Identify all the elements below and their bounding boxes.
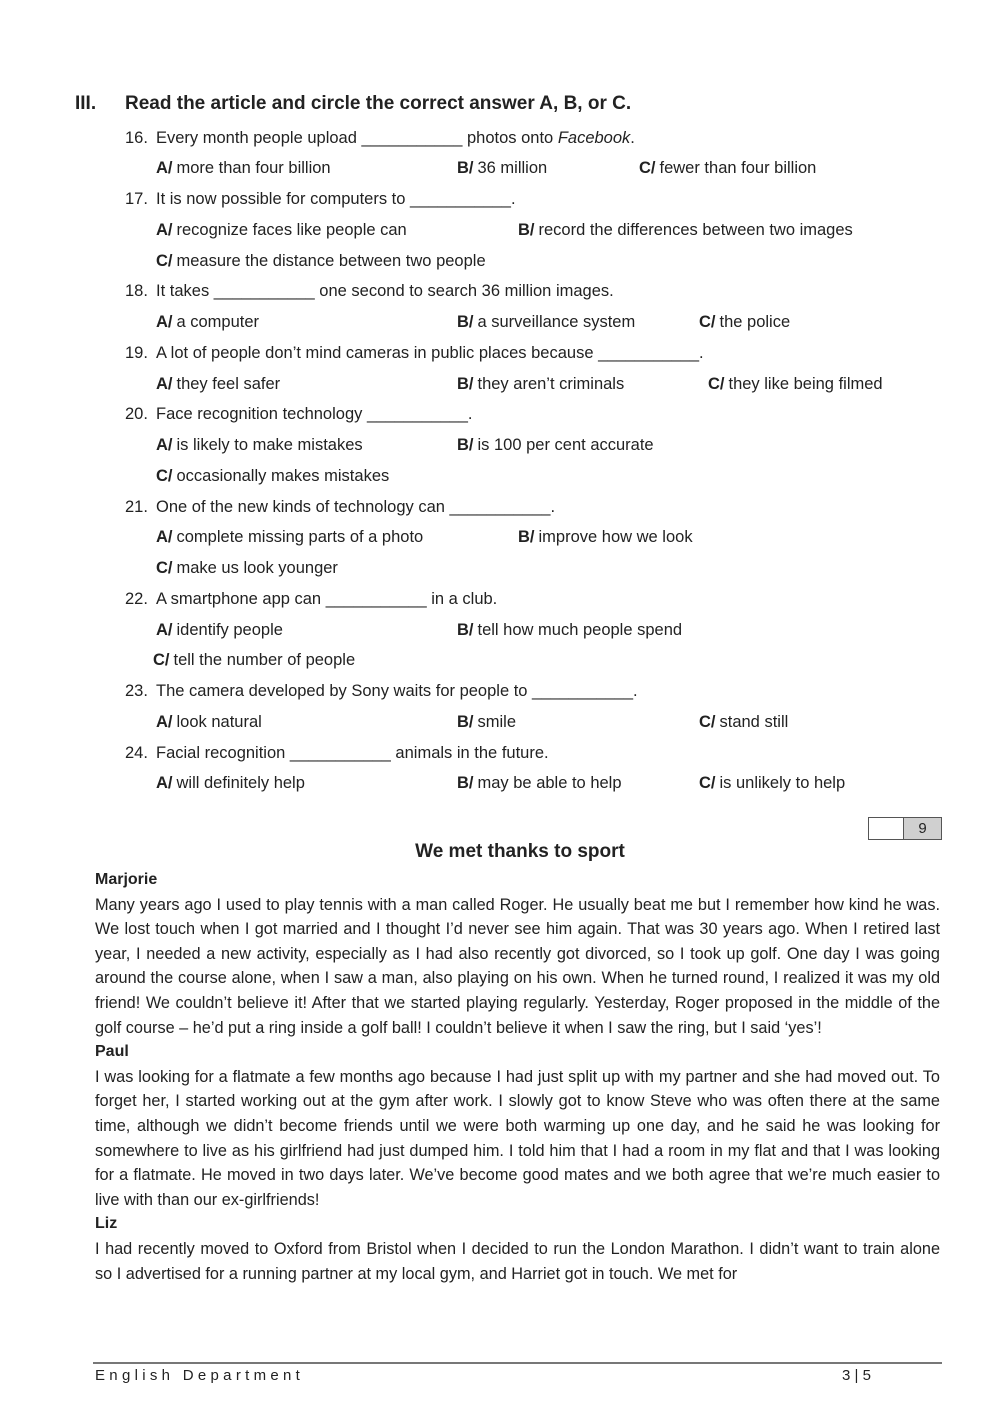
option-letter: A/: [156, 220, 173, 239]
option-text: tell the number of people: [173, 651, 356, 670]
story-author: Marjorie: [95, 871, 158, 888]
answer-option-c[interactable]: [639, 156, 816, 180]
story-author: Liz: [95, 1215, 118, 1233]
answer-option-b[interactable]: [457, 771, 622, 795]
question-number: 23.: [125, 682, 148, 700]
option-letter: B/: [457, 620, 474, 639]
option-text: tell how much people spend: [477, 620, 683, 639]
question-number: 17.: [125, 190, 148, 208]
answer-option-a[interactable]: [156, 372, 280, 396]
option-text: the police: [719, 313, 791, 331]
option-letter: A/: [156, 313, 173, 331]
option-letter: B/: [518, 220, 535, 239]
answer-option-c[interactable]: [699, 771, 845, 795]
option-letter: A/: [156, 620, 173, 639]
option-text: record the differences between two images: [538, 220, 853, 239]
option-letter: B/: [457, 313, 474, 331]
option-row: [0, 648, 1000, 672]
question-text: A lot of people don’t mind cameras in public places because ___________.: [156, 343, 704, 362]
option-row: [0, 771, 1000, 795]
question-text: One of the new kinds of technology can ___________.: [156, 497, 556, 516]
option-text: a computer: [176, 313, 260, 331]
story-text: I was looking for a flatmate a few months ago because I had just split up with my partner and she had moved out. To forget her, I started working out at the gym after work. I slowly got to know Steve who was often there at the same time, although we didn’t become friends until we were both warming up one day, and he said he was looking for somewhere to live as his girlfriend had just dumped him. I told him that I had a room in my flat and that I was looking for a flatmate. He moved in two days later. We’ve become good mates and we both agree that we’re much easier to live with than our ex-girlfriends!: [95, 1067, 940, 1209]
answer-option-a[interactable]: [156, 771, 305, 795]
option-text: complete missing parts of a photo: [176, 528, 424, 547]
answer-option-b[interactable]: [457, 310, 635, 334]
option-text: they aren’t criminals: [477, 374, 625, 393]
option-letter: A/: [156, 159, 173, 178]
answer-option-b[interactable]: [457, 372, 624, 396]
question-text: The camera developed by Sony waits for people to ___________.: [156, 682, 638, 700]
answer-option-c[interactable]: [699, 710, 788, 734]
option-letter: B/: [457, 436, 474, 454]
footer-department: English Department: [95, 1367, 305, 1384]
passage-title: We met thanks to sport: [415, 841, 625, 862]
option-text: 36 million: [477, 159, 548, 178]
option-text: improve how we look: [538, 528, 693, 547]
answer-option-c[interactable]: [156, 249, 486, 273]
question-row: [0, 402, 1000, 426]
option-letter: C/: [639, 159, 656, 178]
score-max: 9: [904, 818, 941, 839]
answer-option-c[interactable]: [156, 556, 338, 580]
option-text: stand still: [719, 712, 789, 731]
option-text: measure the distance between two people: [176, 251, 486, 270]
answer-option-c[interactable]: [153, 648, 355, 672]
answer-option-c[interactable]: [156, 464, 389, 488]
option-text: identify people: [176, 620, 283, 639]
question-text: It takes ___________ one second to search 36 million images.: [156, 282, 614, 301]
option-row: [0, 433, 1000, 457]
answer-option-c[interactable]: [699, 310, 790, 334]
option-text: fewer than four billion: [659, 159, 817, 178]
option-letter: C/: [156, 251, 173, 270]
page-number: 3 | 5: [842, 1367, 871, 1384]
section-heading: [75, 93, 631, 115]
option-text: recognize faces like people can: [176, 220, 407, 239]
option-row: [0, 710, 1000, 734]
option-letter: B/: [457, 159, 474, 178]
option-text: more than four billion: [176, 159, 331, 178]
option-letter: A/: [156, 374, 173, 393]
answer-option-b[interactable]: [457, 618, 682, 642]
option-letter: A/: [156, 774, 173, 793]
answer-option-c[interactable]: [708, 372, 883, 396]
option-letter: B/: [518, 528, 535, 547]
answer-option-a[interactable]: [156, 618, 283, 642]
option-text: will definitely help: [176, 774, 305, 793]
option-row: [0, 310, 1000, 334]
score-box: [868, 817, 942, 840]
option-letter: B/: [457, 774, 474, 793]
option-letter: C/: [156, 559, 173, 577]
option-text: make us look younger: [176, 559, 338, 577]
answer-option-b[interactable]: [457, 433, 654, 457]
question-row: [0, 495, 1000, 519]
story-author: Paul: [95, 1043, 129, 1061]
option-letter: B/: [457, 374, 474, 393]
question-number: 22.: [125, 589, 148, 608]
question-text: Face recognition technology ___________.: [156, 405, 473, 424]
option-letter: C/: [156, 466, 173, 485]
section-instruction: Read the article and circle the correct answer A, B, or C.: [125, 93, 632, 114]
answer-option-b[interactable]: [518, 525, 693, 549]
question-text: It is now possible for computers to ___________.: [156, 190, 516, 208]
question-row: [0, 341, 1000, 365]
question-text: Every month people upload ___________ photos onto Facebook.: [156, 128, 635, 147]
question-text: Facial recognition ___________ animals in the future.: [156, 743, 549, 762]
answer-option-a[interactable]: [156, 156, 331, 180]
option-text: they feel safer: [176, 374, 281, 393]
option-text: is likely to make mistakes: [176, 436, 363, 454]
question-row: [0, 279, 1000, 303]
option-row: [0, 156, 1000, 180]
story-text: Many years ago I used to play tennis with a man called Roger. He usually beat me but I remember how kind he was. We lost touch when I got married and I thought I’d never see him again. That was 30 years ago. When I retired last year, I needed a new activity, especially as I had also recently got divorced, so I took up golf. One day I was going around the course alone, when I saw a man, also playing on his own. When he turned round, I realized it was my old friend! We couldn’t believe it! After that we started playing regularly. Yesterday, Roger proposed in the middle of the golf course – he’d put a ring inside a golf ball! I couldn’t believe it when I saw the ring, but I said ‘yes’!: [95, 895, 940, 1037]
option-text: smile: [477, 712, 517, 731]
answer-option-a[interactable]: [156, 310, 259, 334]
option-text: is 100 per cent accurate: [477, 436, 654, 454]
question-number: 18.: [125, 282, 148, 301]
question-italic-term: Facebook: [557, 128, 631, 147]
option-letter: C/: [153, 651, 170, 670]
answer-option-a[interactable]: [156, 433, 363, 457]
answer-option-a[interactable]: [156, 218, 407, 242]
option-letter: B/: [457, 712, 474, 731]
reading-passage: [95, 868, 940, 1286]
option-row: [0, 218, 1000, 242]
option-text: may be able to help: [477, 774, 622, 793]
story-text: I had recently moved to Oxford from Bristol when I decided to run the London Marathon. I didn’t want to train alone so I advertised for a running partner at my local gym, and Harriet got in touch. We met for: [95, 1239, 940, 1283]
question-number: 16.: [125, 128, 148, 147]
answer-option-b[interactable]: [518, 218, 853, 242]
option-letter: C/: [708, 374, 725, 393]
option-text: occasionally makes mistakes: [176, 466, 390, 485]
option-letter: C/: [699, 712, 716, 731]
option-row: [0, 556, 1000, 580]
answer-option-a[interactable]: [156, 710, 262, 734]
option-text: is unlikely to help: [719, 774, 846, 793]
option-letter: A/: [156, 712, 173, 731]
question-number: 19.: [125, 343, 148, 362]
question-row: [0, 587, 1000, 611]
option-row: [0, 372, 1000, 396]
answer-option-b[interactable]: [457, 156, 547, 180]
footer-divider: [93, 1362, 942, 1364]
question-number: 20.: [125, 405, 148, 424]
question-row: [0, 187, 1000, 211]
question-row: [0, 679, 1000, 703]
question-number: 24.: [125, 743, 148, 762]
option-letter: C/: [699, 774, 716, 793]
option-letter: A/: [156, 528, 173, 547]
option-row: [0, 525, 1000, 549]
answer-option-a[interactable]: [156, 525, 423, 549]
question-text: A smartphone app can ___________ in a club.: [156, 589, 498, 608]
question-row: [0, 126, 1000, 150]
question-number: 21.: [125, 497, 148, 516]
option-row: [0, 464, 1000, 488]
option-text: a surveillance system: [477, 313, 636, 331]
option-text: they like being filmed: [728, 374, 883, 393]
option-row: [0, 249, 1000, 273]
option-letter: C/: [699, 313, 716, 331]
score-input-cell[interactable]: [869, 818, 904, 839]
section-number: III.: [75, 93, 97, 114]
option-row: [0, 618, 1000, 642]
question-row: [0, 741, 1000, 765]
option-letter: A/: [156, 436, 173, 454]
option-text: look natural: [176, 712, 262, 731]
answer-option-b[interactable]: [457, 710, 516, 734]
